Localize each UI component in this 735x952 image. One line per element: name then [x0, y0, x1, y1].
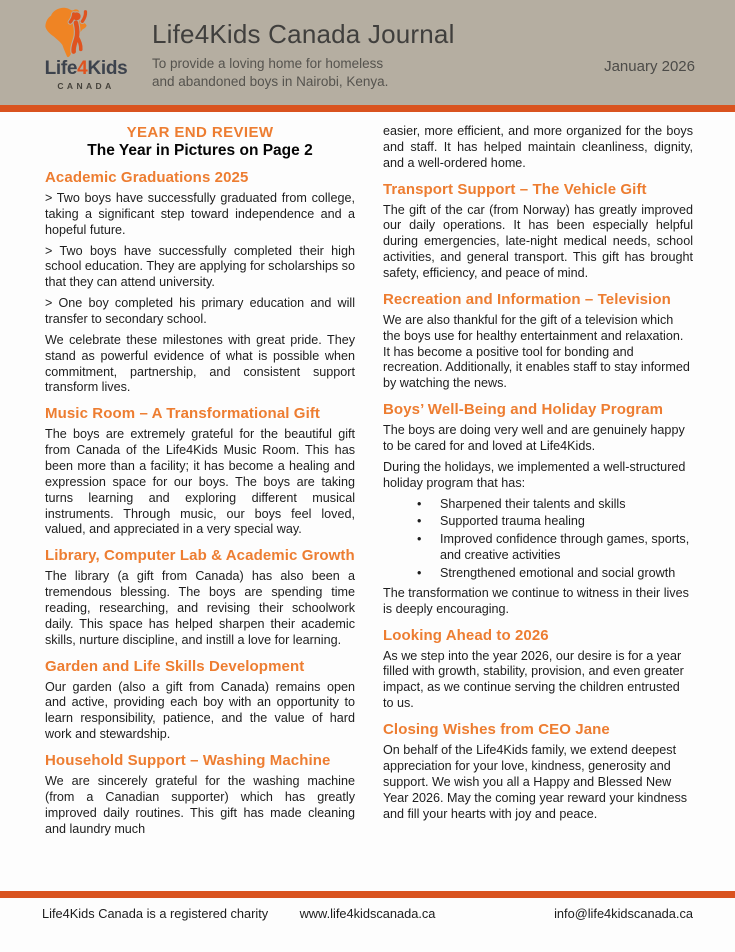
paragraph: > Two boys have successfully graduated from college, taking a significant step toward independence and a hopeful future. [45, 191, 355, 237]
footer-divider-bar [0, 891, 735, 898]
left-column [45, 124, 355, 886]
bullet-item: • Improved confidence through games, sports, and creative activities [383, 532, 693, 564]
right-column [383, 124, 693, 886]
masthead-text [152, 0, 455, 91]
paragraph: As we step into the year 2026, our desire is for a year filled with growth, stability, provision, and even greater impact, as we continue serving the children entrusted to us. [383, 648, 684, 711]
journal-tagline [152, 55, 455, 91]
footer [0, 906, 735, 921]
bullet-item: • Strengthened emotional and social growth [383, 566, 693, 582]
section-heading-transport: Transport Support – The Vehicle Gift [383, 180, 647, 198]
section-heading-television: Recreation and Information – Television [383, 290, 671, 308]
paragraph: The boys are extremely grateful for the beautiful gift from Canada of the Life4Kids Music Room. This has been more than a facility; it has become a healing and expression space for our boys. The boys are taking turns learning and exploring different musical instruments. Through music, our boys feel loved, valued, and appreciated in a very special way. [45, 427, 355, 537]
section-heading-wellbeing: Boys’ Well-Being and Holiday Program [383, 401, 664, 419]
paragraph-continuation: easier, more efficient, and more organized for the boys and staff. It has helped maintain cleanliness, dignity, and a well-ordered home. [383, 124, 693, 170]
section-heading-closing-wishes: Closing Wishes from CEO Jane [383, 721, 610, 739]
tagline-line1: To provide a loving home for homeless [152, 56, 384, 71]
bullet-item: • Supported trauma healing [383, 514, 693, 530]
paragraph: We celebrate these milestones with great pride. They stand as powerful evidence of what is possible when commitment, partnership, and consistent support transform lives. [45, 332, 355, 395]
tagline-line2: and abandoned boys in Nairobi, Kenya. [152, 74, 389, 90]
footer-email: info@life4kidscanada.ca [554, 906, 693, 921]
paragraph: The boys are doing very well and are genuinely happy to be cared for and loved at Life4Kids. [383, 423, 685, 454]
section-heading-academic-graduations: Academic Graduations 2025 [45, 169, 249, 186]
brand-wordmark [34, 59, 138, 78]
paragraph: The gift of the car (from Norway) has greatly improved our daily operations. It has been especially helpful during emergencies, late-night medical needs, school activities, and general transport. This gift has brought safety, efficiency, and peace of mind. [383, 202, 693, 281]
footer-website: www.life4kidscanada.ca [299, 906, 436, 921]
section-heading-washing-machine: Household Support – Washing Machine [45, 752, 331, 770]
paragraph: We are also thankful for the gift of a television which the boys use for healthy entertainment and relaxation. It has become a positive tool for bonding and recreation. Additionally, it enables staff to stay informed by watching the news. [383, 312, 690, 391]
section-heading-library: Library, Computer Lab & Academic Growth [45, 547, 355, 565]
masthead [0, 0, 735, 105]
paragraph: During the holidays, we implemented a well-structured holiday program that has: [383, 459, 686, 490]
section-heading-garden: Garden and Life Skills Development [45, 657, 305, 675]
paragraph: The transformation we continue to witness in their lives is deeply encouraging. [383, 585, 689, 616]
journal-title: Life4Kids Canada Journal [152, 19, 455, 49]
year-end-review-banner [45, 124, 355, 160]
banner-title: YEAR END REVIEW [126, 124, 274, 141]
holiday-program-list [383, 497, 693, 582]
paragraph: The library (a gift from Canada) has also been a tremendous blessing. The boys are spending time reading, researching, and revising their schoolwork daily. This space has helped sharpen their academic skills, nurture discipline, and instill a love for learning. [45, 569, 355, 647]
section-heading-music-room: Music Room – A Transformational Gift [45, 405, 321, 423]
footer-registered-charity: Life4Kids Canada is a registered charity [42, 906, 269, 921]
brand-kids: Kids [87, 58, 128, 79]
issue-date: January 2026 [604, 58, 695, 75]
paragraph: On behalf of the Life4Kids family, we extend deepest appreciation for your love, kindness, generosity and support. We wish you all a Happy and Blessed New Year 2026. May the coming year reward your kindness and fill your hearts with joy and peace. [383, 743, 688, 821]
brand-life: Life [44, 58, 78, 79]
paragraph: Our garden (also a gift from Canada) remains open and active, providing each boy with an opportunity to learn responsibility, patience, and the value of hard work and stewardship. [45, 679, 355, 742]
article-body [0, 112, 735, 886]
paragraph: We are sincerely grateful for the washing machine (from a Canadian supporter) which has greatly improved daily routines. This gift has made cleaning and laundry much [45, 774, 355, 836]
paragraph: > One boy completed his primary education and will transfer to secondary school. [45, 296, 355, 327]
africa-map-icon [34, 5, 98, 59]
bullet-item: • Sharpened their talents and skills [383, 497, 693, 513]
paragraph: > Two boys have successfully completed their high school education. They are applying for scholarships so that they can attend university. [45, 243, 355, 290]
header-divider-bar [0, 105, 735, 112]
banner-subtitle: The Year in Pictures on Page 2 [87, 142, 313, 159]
section-heading-looking-ahead: Looking Ahead to 2026 [383, 626, 549, 644]
brand-country: CANADA [57, 81, 115, 91]
logo [34, 0, 138, 91]
brand-four: 4 [77, 58, 88, 79]
